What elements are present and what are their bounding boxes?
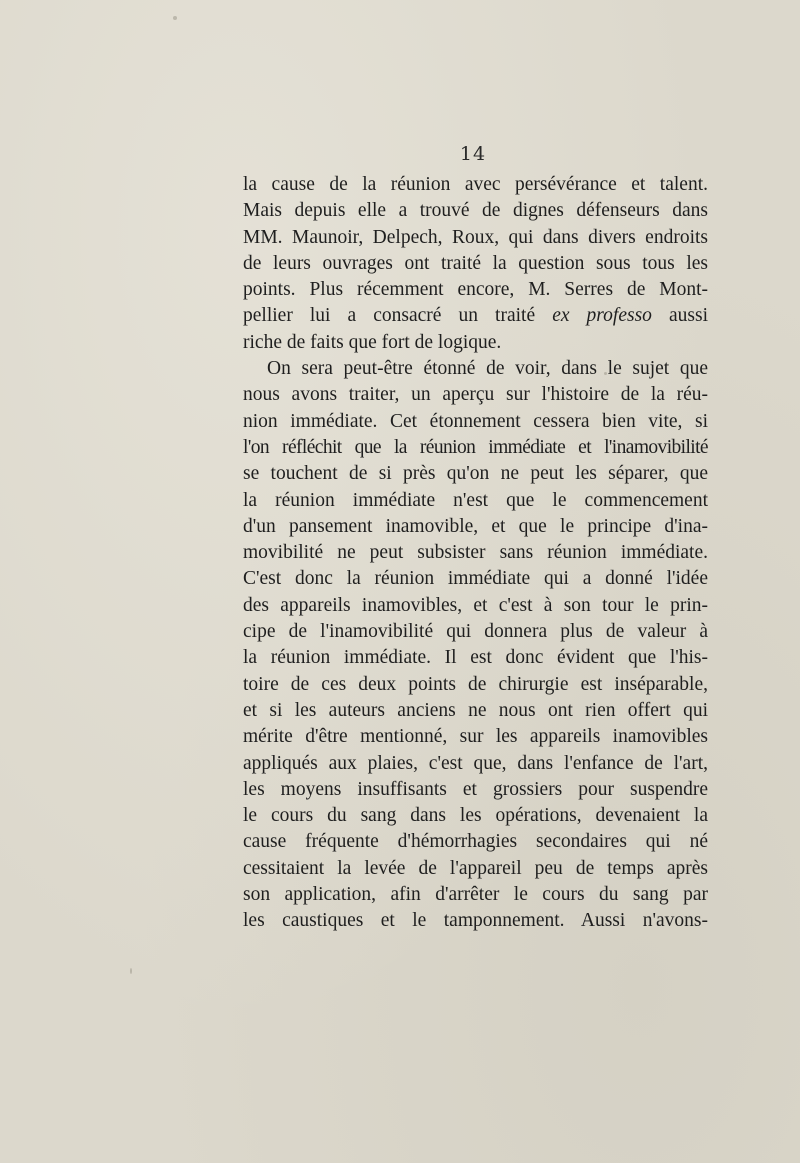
text-line: C'est donc la réunion immédiate qui a donné l'idée bbox=[243, 568, 708, 590]
text-line: pellier lui a consacré un traité ex professo aussi bbox=[243, 305, 708, 327]
text-line: cipe de l'inamovibilité qui donnera plus de valeur à bbox=[243, 621, 708, 643]
text-line: toire de ces deux points de chirurgie est inséparable, bbox=[243, 673, 708, 695]
text-line: MM. Maunoir, Delpech, Roux, qui dans divers endroits bbox=[243, 226, 708, 248]
text-line: des appareils inamovibles, et c'est à son tour le prin- bbox=[243, 594, 708, 616]
text-line: les caustiques et le tamponnement. Aussi n'avons- bbox=[243, 910, 708, 932]
page-number: 14 bbox=[459, 143, 487, 165]
text-line: cause fréquente d'hémorrhagies secondaires qui né bbox=[243, 831, 708, 853]
text-line: de leurs ouvrages ont traité la question sous tous les bbox=[243, 252, 708, 274]
text-line: points. Plus récemment encore, M. Serres de Mont- bbox=[243, 279, 708, 301]
text-line: d'un pansement inamovible, et que le principe d'ina- bbox=[243, 515, 708, 537]
body-text bbox=[243, 172, 708, 935]
text-line: les moyens insuffisants et grossiers pour suspendre bbox=[243, 778, 708, 800]
text-line: movibilité ne peut subsister sans réunion immédiate. bbox=[243, 542, 708, 564]
text-line: appliqués aux plaies, c'est que, dans l'enfance de l'art, bbox=[243, 752, 708, 774]
text-line: On sera peut-être étonné de voir, dans le sujet que bbox=[267, 358, 708, 380]
text-line: nous avons traiter, un aperçu sur l'histoire de la réu- bbox=[243, 384, 708, 406]
paper-speck bbox=[173, 16, 177, 20]
text-line: Mais depuis elle a trouvé de dignes défenseurs dans bbox=[243, 200, 708, 222]
text-line: le cours du sang dans les opérations, devenaient la bbox=[243, 805, 708, 827]
text-line: la réunion immédiate. Il est donc évident que l'his- bbox=[243, 647, 708, 669]
text-line: son application, afin d'arrêter le cours du sang par bbox=[243, 884, 708, 906]
text-line: mérite d'être mentionné, sur les appareils inamovibles bbox=[243, 726, 708, 748]
text-line: se touchent de si près qu'on ne peut les séparer, que bbox=[243, 463, 708, 485]
text-line: la réunion immédiate n'est que le commencement bbox=[243, 489, 708, 511]
text-line: la cause de la réunion avec persévérance et talent. bbox=[243, 174, 708, 195]
text-line: cessitaient la levée de l'appareil peu de temps après bbox=[243, 857, 708, 879]
paper-speck bbox=[130, 968, 132, 974]
text-line: nion immédiate. Cet étonnement cessera bien vite, si bbox=[243, 410, 708, 432]
text-line: riche de faits que fort de logique. bbox=[243, 331, 502, 353]
text-line: l'on réfléchit que la réunion immédiate et l'inamovibilité bbox=[243, 436, 708, 458]
text-line: et si les auteurs anciens ne nous ont rien offert qui bbox=[243, 699, 708, 721]
